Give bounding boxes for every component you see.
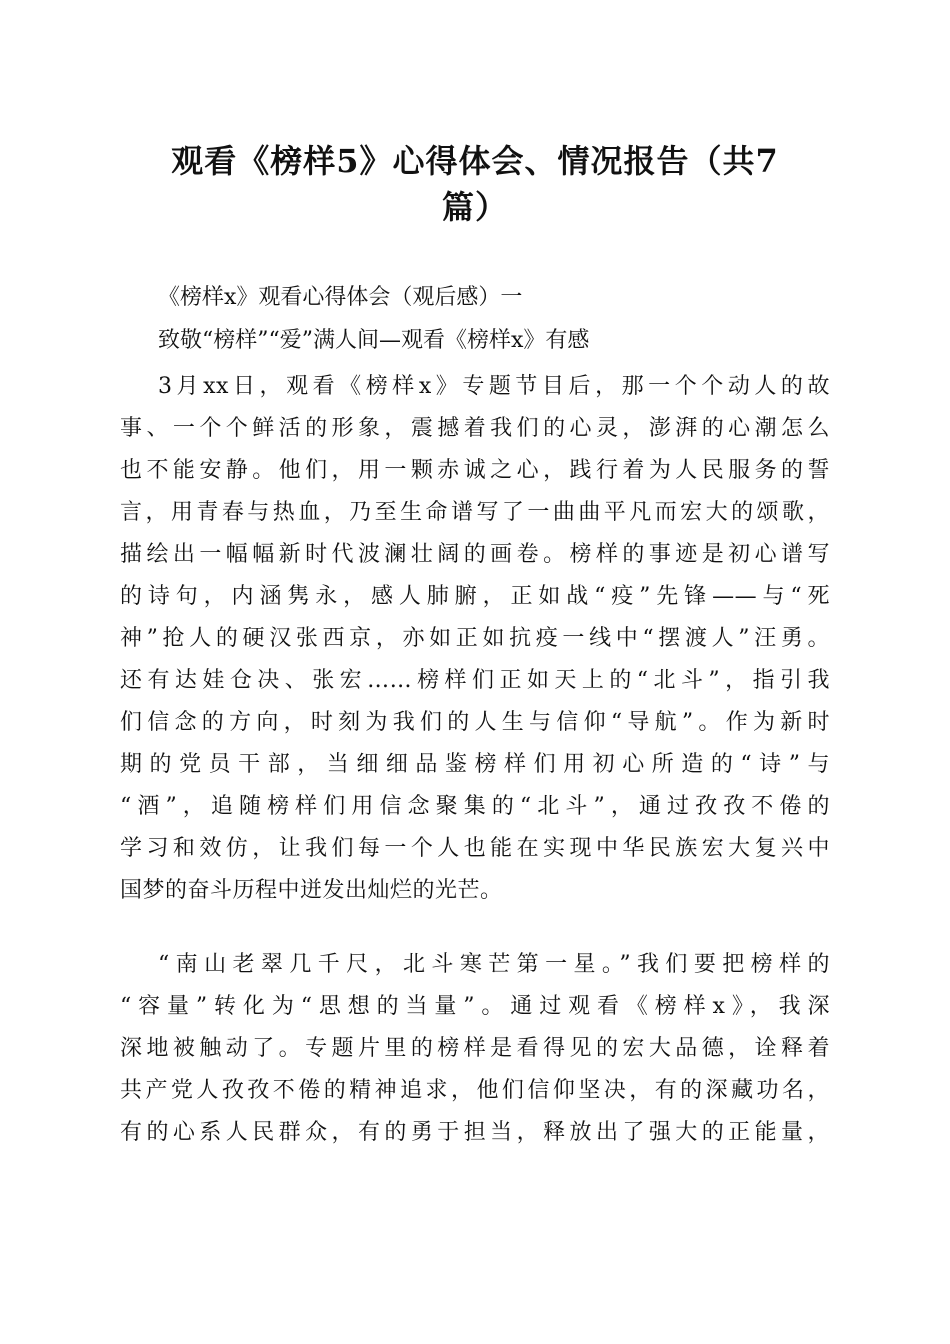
paragraph-2-line: 深地被触动了。专题片里的榜样是看得见的宏大品德，诠释着 xyxy=(120,1036,830,1061)
paragraph-1-line: 描绘出一幅幅新时代波澜壮阔的画卷。榜样的事迹是初心谱写 xyxy=(120,542,830,567)
paragraph-1-line: 也不能安静。他们，用一颗赤诚之心，践行着为人民服务的誓 xyxy=(120,458,830,483)
section-subheading: 致敬“榜样”“爱”满人间—观看《榜样x》有感 xyxy=(158,328,590,353)
paragraph-1-line: 们信念的方向，时刻为我们的人生与信仰“导航”。作为新时 xyxy=(120,710,830,735)
section-heading: 《榜样x》观看心得体会（观后感）一 xyxy=(158,285,523,310)
paragraph-1-line: 期的党员干部，当细细品鉴榜样们用初心所造的“诗”与 xyxy=(120,752,830,777)
paragraph-1-line: 的诗句，内涵隽永，感人肺腑，正如战“疫”先锋——与“死 xyxy=(120,584,830,609)
paragraph-1-line: 言，用青春与热血，乃至生命谱写了一曲曲平凡而宏大的颂歌， xyxy=(120,500,830,525)
paragraph-2-line: “南山老翠几千尺，北斗寒芒第一星。”我们要把榜样的 xyxy=(158,952,830,977)
paragraph-1-line: 国梦的奋斗历程中迸发出灿烂的光芒。 xyxy=(120,878,503,903)
paragraph-1-line: 事、一个个鲜活的形象，震撼着我们的心灵，澎湃的心潮怎么 xyxy=(120,416,830,441)
paragraph-1-line: 学习和效仿，让我们每一个人也能在实现中华民族宏大复兴中 xyxy=(120,836,830,861)
paragraph-2-line: 共产党人孜孜不倦的精神追求，他们信仰坚决，有的深藏功名， xyxy=(120,1078,830,1103)
paragraph-2-line: 有的心系人民群众，有的勇于担当，释放出了强大的正能量， xyxy=(120,1120,830,1145)
paragraph-1-line: “酒”，追随榜样们用信念聚集的“北斗”，通过孜孜不倦的 xyxy=(120,794,830,819)
paragraph-1-line: 神”抢人的硬汉张西京，亦如正如抗疫一线中“摆渡人”汪勇。 xyxy=(120,626,830,651)
paragraph-1-line: 3月xx日，观看《榜样x》专题节目后，那一个个动人的故 xyxy=(158,374,830,399)
document-title-line-2: 篇） xyxy=(441,188,508,226)
paragraph-1-line: 还有达娃仓决、张宏……榜样们正如天上的“北斗”，指引我 xyxy=(120,668,830,693)
document-title-line-1: 观看《榜样5》心得体会、情况报告（共7 xyxy=(171,142,779,180)
paragraph-2-line: “容量”转化为“思想的当量”。通过观看《榜样x》，我深 xyxy=(120,994,830,1019)
